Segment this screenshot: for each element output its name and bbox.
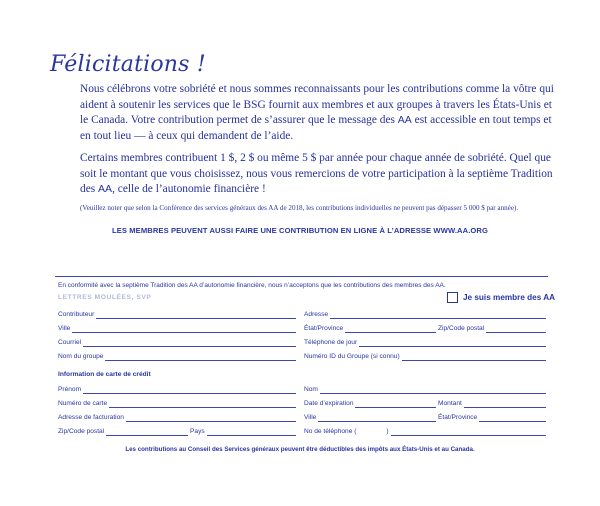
first-name-field[interactable]: Prénom (58, 384, 296, 394)
expiration-date-field[interactable]: Date d’expiration (304, 398, 436, 408)
conformity-statement: En conformité avec la septième Tradition des AA d’autonomie financière, nous n’acceptons que les contributions des membres des AA. (58, 282, 446, 289)
member-checkbox-label: Je suis membre des AA (463, 293, 556, 302)
card-state-province-input[interactable] (479, 413, 546, 422)
amount-input[interactable] (464, 399, 546, 408)
address-input[interactable] (330, 310, 546, 319)
card-number-input[interactable] (109, 399, 296, 408)
page-title: Félicitations ! (50, 52, 206, 77)
billing-address-field[interactable]: Adresse de facturation (58, 412, 296, 422)
state-province-field[interactable]: État/Province (304, 323, 436, 333)
city-input[interactable] (72, 324, 296, 333)
tax-deductible-note: Les contributions au Conseil des Services généraux peuvent être déductibles des impôts aux États-Unis et au Canada. (125, 446, 475, 453)
state-province-input[interactable] (345, 324, 436, 333)
card-zip-code-input[interactable] (106, 427, 188, 436)
city-field[interactable]: Ville (58, 323, 296, 333)
form-separator (55, 276, 548, 277)
address-field[interactable]: Adresse (304, 309, 546, 319)
card-city-field[interactable]: Ville (304, 412, 436, 422)
intro-paragraph-1: Nous célébrons votre sobriété et nous sommes reconnaissants pour les contributions comme la vôtre qui aident à soutenir les services que le BSG fournit aux membres et aux groupes à travers les États-Unis et le Canada. Votre contribution permet de s’assurer que le message des AA est accessible en tout temps et en tout lieu — à ceux qui demandent de l’aide. (80, 83, 554, 142)
contributor-field[interactable]: Contributeur (58, 309, 296, 319)
member-checkbox-box[interactable] (447, 292, 458, 303)
country-input[interactable] (207, 427, 296, 436)
group-id-input[interactable] (402, 352, 546, 361)
day-phone-input[interactable] (359, 338, 546, 347)
country-field[interactable]: Pays (190, 426, 296, 436)
online-contribution-banner: LES MEMBRES PEUVENT AUSSI FAIRE UNE CONTRIBUTION EN LIGNE À L’ADRESSE WWW.AA.ORG (111, 226, 489, 235)
credit-card-heading: Information de carte de crédit (58, 371, 151, 378)
phone-input[interactable] (391, 427, 546, 436)
last-name-field[interactable]: Nom (304, 384, 546, 394)
expiration-date-input[interactable] (355, 399, 436, 408)
contributor-input[interactable] (96, 310, 296, 319)
member-checkbox[interactable] (447, 292, 555, 303)
first-name-input[interactable] (83, 385, 296, 394)
zip-code-input[interactable] (486, 324, 546, 333)
last-name-input[interactable] (320, 385, 546, 394)
group-name-field[interactable]: Nom du groupe (58, 351, 296, 361)
intro-paragraph-2: Certains membres contribuent 1 $, 2 $ ou même 5 $ par année pour chaque année de sobriété. Quel que soit le montant que vous choisissez, nous vous remercions de votre participation à la septième Tradition des AA, celle de l’autonomie financière ! (80, 152, 553, 196)
group-id-field[interactable]: Numéro ID du Groupe (si connu) (304, 351, 546, 361)
card-city-input[interactable] (318, 413, 436, 422)
amount-field[interactable]: Montant (438, 398, 546, 408)
group-name-input[interactable] (105, 352, 296, 361)
email-field[interactable]: Courriel (58, 337, 296, 347)
contribution-limit-note: (Veuillez noter que selon la Conférence des services généraux des AA de 2018, les contributions individuelles ne peuvent pas dépasser 5 000 $ par année). (80, 204, 519, 212)
email-input[interactable] (83, 338, 296, 347)
card-number-field[interactable]: Numéro de carte (58, 398, 296, 408)
card-zip-code-field[interactable]: Zip/Code postal (58, 426, 188, 436)
print-caps-instruction: LETTRES MOULÉES, SVP (58, 294, 152, 301)
card-state-province-field[interactable]: État/Province (438, 412, 546, 422)
day-phone-field[interactable]: Téléphone de jour (304, 337, 546, 347)
billing-address-input[interactable] (126, 413, 296, 422)
phone-field[interactable]: No de téléphone ( ) (304, 426, 546, 436)
zip-code-field[interactable]: Zip/Code postal (438, 323, 546, 333)
